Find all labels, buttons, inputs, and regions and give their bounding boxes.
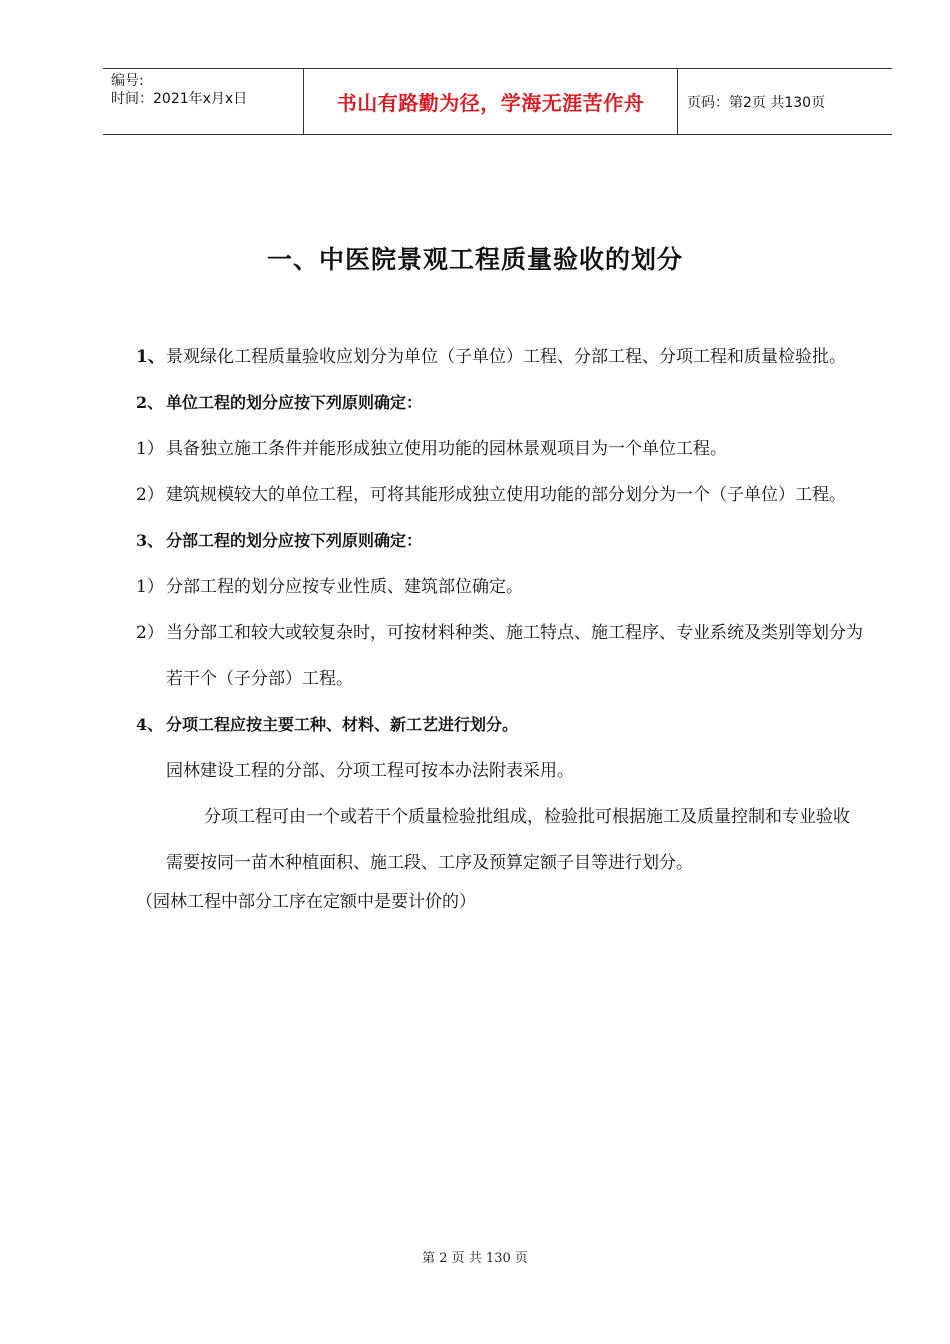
paragraph-4-number: 2）: [136, 485, 164, 505]
time-label: 时间：2021年x月x日: [111, 91, 248, 107]
paragraph-3-text: 具备独立施工条件并能形成独立使用功能的园林景观项目为一个单位工程。: [166, 439, 727, 459]
paragraph-7-text: 当分部工和较大或较复杂时，可按材料种类、施工特点、施工程序、专业系统及类别等划分为若干个（子分部）工程。: [166, 623, 863, 689]
document-body: [136, 334, 866, 922]
header-page-info: 页码：第2页 共130页: [687, 94, 826, 111]
paragraph-3: [136, 426, 866, 472]
paragraph-11-note: （园林工程中部分工序在定额中是要计价的）: [136, 892, 476, 912]
paragraph-2-number: 2、: [136, 393, 164, 412]
header-motto: 书山有路勤为径，学海无涯苦作舟: [304, 69, 678, 134]
paragraph-1-text: 景观绿化工程质量验收应划分为单位（子单位）工程、分部工程、分项工程和质量检验批。: [166, 347, 846, 367]
document-header: [103, 68, 892, 135]
paragraph-6-text: 分部工程的划分应按专业性质、建筑部位确定。: [166, 577, 523, 597]
paragraph-4: [136, 472, 866, 518]
paragraph-8-heading: [136, 702, 866, 748]
paragraph-1: [136, 334, 866, 380]
paragraph-2-text: 单位工程的划分应按下列原则确定：: [166, 393, 423, 412]
paragraph-4-text: 建筑规模较大的单位工程，可将其能形成独立使用功能的部分划分为一个（子单位）工程。: [166, 485, 846, 505]
paragraph-9: 园林建设工程的分部、分项工程可按本办法附表采用。: [166, 761, 574, 781]
paragraph-5-number: 3、: [136, 531, 164, 550]
paragraph-8-number: 4、: [136, 715, 164, 734]
paragraph-7-number: 2）: [136, 623, 164, 643]
number-label: 编号:: [111, 73, 144, 89]
paragraph-8-text: 分项工程应按主要工种、材料、新工艺进行划分。: [166, 715, 519, 734]
header-meta: [103, 69, 304, 134]
paragraph-5-heading: [136, 518, 866, 564]
page-footer: 第 2 页 共 130 页: [422, 1251, 528, 1266]
paragraph-6-number: 1）: [136, 577, 164, 597]
paragraph-1-number: 1、: [136, 347, 165, 367]
paragraph-6: [136, 564, 866, 610]
paragraph-10: 分项工程可由一个或若干个质量检验批组成，检验批可根据施工及质量控制和专业验收需要按同一苗木种植面积、施工段、工序及预算定额子目等进行划分。: [166, 807, 850, 873]
paragraph-2-heading: [136, 380, 866, 426]
paragraph-3-number: 1）: [136, 439, 164, 459]
section-title: 一、中医院景观工程质量验收的划分: [266, 245, 683, 274]
paragraph-7: [136, 610, 866, 702]
paragraph-5-text: 分部工程的划分应按下列原则确定：: [166, 531, 423, 550]
